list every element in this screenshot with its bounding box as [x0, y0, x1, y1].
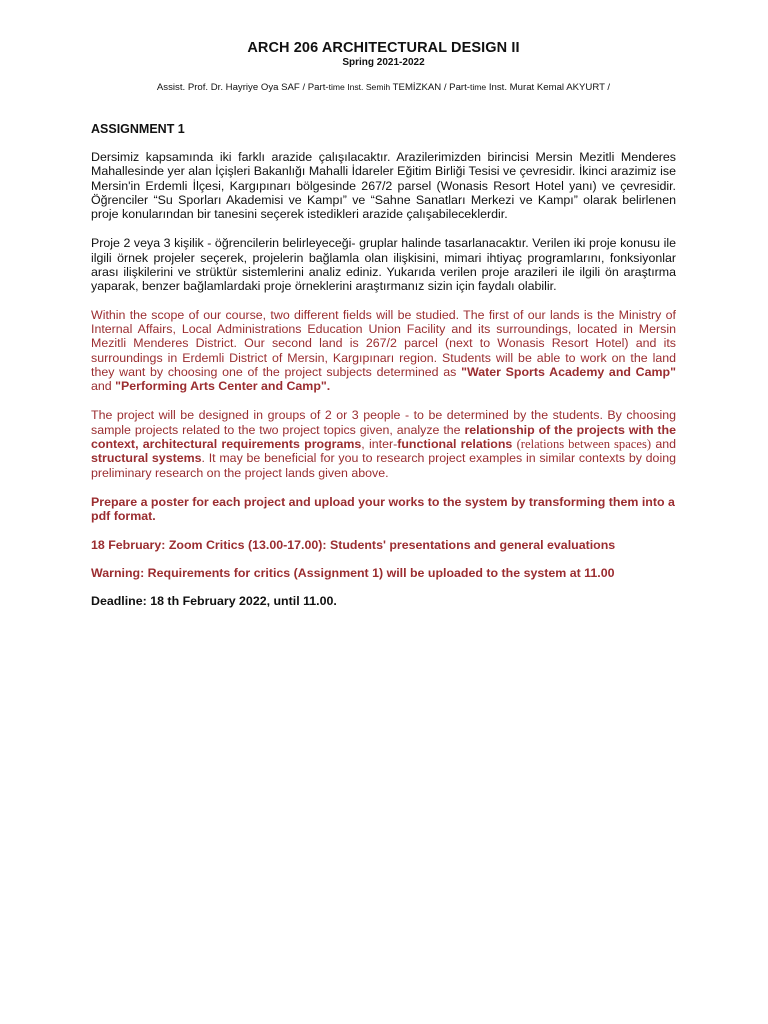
semester-subtitle: Spring 2021-2022 — [342, 57, 425, 68]
assignment-heading: ASSIGNMENT 1 — [91, 122, 185, 136]
english-p1-text: Within the scope of our course, two different fields will be studied. The first of our lands is the Ministry of Internal Affairs, Local Administrations Education Union Facility and its surroundings, located in Mersin Mezitli Menderes District. Our second land is 267/2 parcel (next to Wonasis Resort Hotel) and its surroundings in Erdemli District of Mersin, Kargıpınarı region. Students will be able to work on the land they want by choosing one of the project subjects determined as — [91, 307, 676, 379]
project-subject-water-sports: "Water Sports Academy and Camp" — [461, 364, 676, 379]
turkish-paragraph-1: Dersimiz kapsamında iki farklı arazide çalışılacaktır. Arazilerimizden birincisi Mersin Mezitli Menderes Mahallesinde yer alan İçişleri Bakanlığı Mahalli İdareler Eğitim Birliği Tesisi ve çevresidir. İkinci arazimiz ise Mersin'in Erdemli İlçesi, Kargıpınarı bölgesinde 267/2 parsel (Wonasis Resort Hotel yanı) ve çevresidir. Öğrenciler “Su Sporları Akademisi ve Kampı” ve “Sahne Sanatları Merkezi ve Kampı” olarak belirlenen proje konularından bir tanesini seçerek istedikleri arazide çalışabileceklerdir. — [91, 150, 676, 222]
instructor-part-1: Assist. Prof. Dr. Hayriye Oya SAF / Part- — [156, 82, 329, 93]
instructor-line — [91, 81, 676, 94]
zoom-critics-line: 18 February: Zoom Critics (13.00-17.00): Students' presentations and general evaluations — [91, 537, 616, 552]
english-p2-functional-relations: functional relations — [397, 437, 513, 452]
english-p2-f: and — [651, 437, 677, 452]
turkish-paragraph-2: Proje 2 veya 3 kişilik - öğrencilerin belirleyeceği- gruplar halinde tasarlanacaktır. Verilen iki proje konusu ile ilgili örnek projeler seçerek, projelerin bağlamla olan ilişkisini, mimari ihtiyaç programlarını, fonksiyonlar arası ilişkilerini ve strüktür sistemlerini analiz ediniz. Yukarıda verilen proje arazileri ile ilgili ön araştırma yaparak, benzer bağlamlardaki proje örneklerini araştırmanız sizin için faydalı olabilir. — [91, 236, 676, 294]
warning-line: Warning: Requirements for critics (Assignment 1) will be uploaded to the system at 11.00 — [91, 565, 615, 580]
english-p1-and: and — [91, 379, 116, 394]
instructor-part-2: time Inst. Semih — [328, 82, 391, 92]
course-title: ARCH 206 ARCHITECTURAL DESIGN II — [247, 40, 520, 56]
instructor-part-3: TEMİZKAN / Part- — [390, 82, 470, 93]
english-p2-relationship: relationship of the projects with the context, architectural requirements programs — [91, 422, 676, 452]
english-p1-end: . — [326, 379, 331, 394]
english-p2-h: . It may be beneficial for you to research project examples in similar contexts by doing preliminary research on the project lands given above. — [91, 451, 676, 480]
instructor-part-5: Inst. Murat Kemal AKYURT / — [486, 82, 611, 93]
project-subject-performing-arts: "Performing Arts Center and Camp" — [115, 379, 327, 394]
instructor-part-4: time — [469, 82, 487, 92]
english-p2-a: The project will be designed in groups of 2 or 3 people - to be determined by the students. By choosing sample projects related to the two project topics given, analyze the — [91, 408, 676, 437]
poster-instruction: Prepare a poster for each project and upload your works to the system by transforming them into a pdf format. — [91, 494, 675, 524]
english-paragraph-1 — [91, 308, 676, 394]
english-p2-c: , inter- — [361, 437, 398, 452]
english-p2-structural-systems: structural systems — [91, 451, 202, 466]
deadline-line: Deadline: 18 th February 2022, until 11.00. — [91, 594, 337, 609]
english-paragraph-2 — [91, 408, 676, 479]
english-p2-relations-between-spaces: (relations between spaces) — [516, 437, 652, 452]
